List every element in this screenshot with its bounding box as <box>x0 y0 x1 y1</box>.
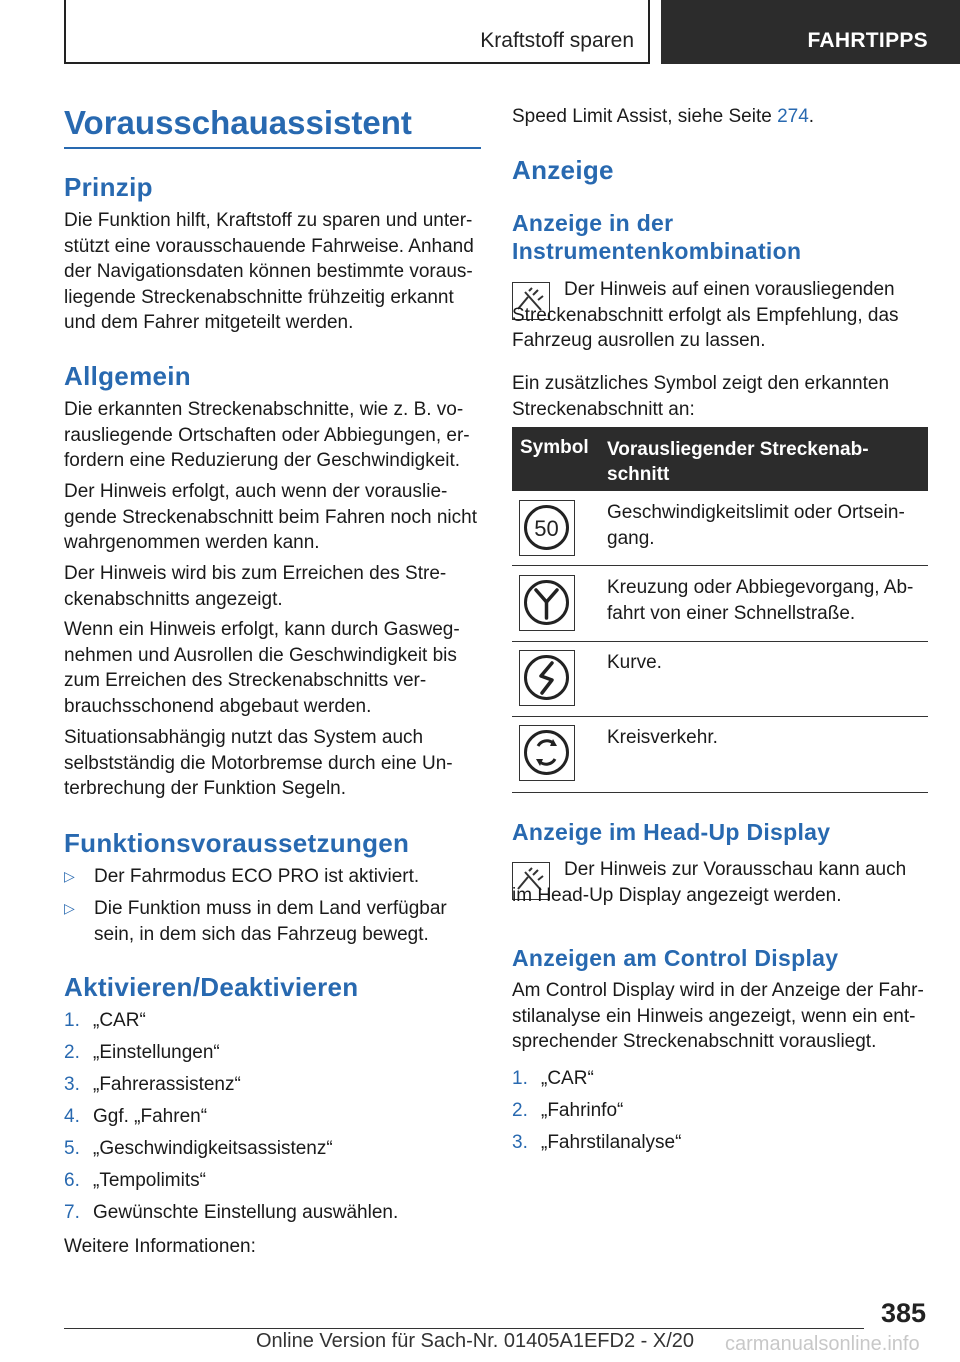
online-version-text: Online Version für Sach-Nr. 01405A1EFD2 - X/20 <box>256 1330 695 1352</box>
list-item <box>64 896 484 948</box>
table-cell-text: Kreuzung oder Abbiegevorgang, Ab-fahrt von einer Schnellstraße. <box>607 577 914 624</box>
hud-text: Der Hinweis zur Vorausschau kann auch im Head-Up Display angezeigt werden. <box>512 859 907 906</box>
step-text: Gewünschte Einstellung auswählen. <box>93 1202 399 1223</box>
step-text: „CAR“ <box>541 1068 594 1089</box>
heading-control-display: Anzeigen am Control Display <box>512 945 839 971</box>
list-item-text: Der Fahrmodus ECO PRO ist aktiviert. <box>94 866 420 887</box>
roundabout-icon <box>519 725 575 781</box>
list-item <box>64 864 484 890</box>
table-row-divider <box>512 792 928 793</box>
bullet-marker-icon: ▷ <box>64 900 75 916</box>
chapter-tab-label: FAHRTIPPS <box>807 29 928 52</box>
step-number: 5. <box>64 1138 80 1159</box>
section-title: Kraftstoff sparen <box>480 29 634 52</box>
page-title: Vorausschauassistent <box>64 104 412 141</box>
bullet-marker-icon: ▷ <box>64 868 75 884</box>
step-number: 6. <box>64 1170 80 1191</box>
table-header <box>512 427 928 491</box>
watermark: carmanualsonline.info <box>725 1333 920 1355</box>
step-number: 7. <box>64 1202 80 1223</box>
footer-rule <box>64 1328 864 1329</box>
table-cell-text: Kreisverkehr. <box>607 727 718 748</box>
allgemein-paragraph: Die erkannten Streckenabschnitte, wie z. B. vo-rausliegende Ortschaften oder Abbiegungen, er-fordern eine Reduzierung der Geschwindigkeit. <box>64 399 470 471</box>
junction-icon <box>519 575 575 631</box>
list-item-text: Die Funktion muss in dem Land verfügbar sein, in dem sich das Fahrzeug bewegt. <box>94 898 447 945</box>
instrument-hint: Der Hinweis auf einen vorausliegenden Streckenabschnitt erfolgt als Empfehlung, das Fahrzeug ausrollen zu lassen. <box>512 279 899 351</box>
speed-limit-ref <box>512 104 928 130</box>
heading-line: Anzeige in der <box>512 210 674 236</box>
allgemein-paragraph: Wenn ein Hinweis erfolgt, kann durch Gasweg-nehmen und Ausrollen die Geschwindigkeit bis zum Erreichen des Streckenabschnitts ver-brauchsschonend abgebaut werden. <box>64 619 460 717</box>
step-number: 2. <box>64 1042 80 1063</box>
step-number: 3. <box>64 1074 80 1095</box>
table-row-divider <box>512 716 928 717</box>
curve-icon <box>519 650 575 706</box>
table-header-symbol: Symbol <box>520 437 589 458</box>
page-link[interactable]: 274 <box>777 106 809 127</box>
page-number: 385 <box>880 1298 926 1328</box>
step-text: „Einstellungen“ <box>93 1042 220 1063</box>
heading-aktivieren: Aktivieren/Deaktivieren <box>64 972 359 1002</box>
more-info-text: Weitere Informationen: <box>64 1236 256 1257</box>
step-text: „Fahrerassistenz“ <box>93 1074 241 1095</box>
table-header-section: Vorausliegender Streckenab-schnitt <box>607 439 869 485</box>
heading-allgemein: Allgemein <box>64 361 191 391</box>
allgemein-paragraph: Der Hinweis wird bis zum Erreichen des Stre-ckenabschnitts angezeigt. <box>64 563 447 610</box>
speed-sign-text: 50 <box>534 516 559 541</box>
table-cell-text: Kurve. <box>607 652 662 673</box>
heading-line: Instrumentenkombination <box>512 238 802 264</box>
heading-prinzip: Prinzip <box>64 172 153 202</box>
step-number: 4. <box>64 1106 80 1127</box>
step-number: 1. <box>512 1068 528 1089</box>
step-number: 1. <box>64 1010 80 1031</box>
speed-limit-50-icon <box>519 500 575 556</box>
table-row-divider <box>512 565 928 566</box>
heading-anzeige-instrument <box>512 209 801 265</box>
step-text: „Fahrstilanalyse“ <box>541 1132 682 1153</box>
heading-anzeige: Anzeige <box>512 155 614 185</box>
step-number: 3. <box>512 1132 528 1153</box>
instrument-extra: Ein zusätzliches Symbol zeigt den erkannten Streckenabschnitt an: <box>512 373 890 420</box>
prinzip-text: Die Funktion hilft, Kraftstoff zu sparen und unter-stützt eine vorausschauende Fahrweise. Anhand der Navigationsdaten können bestimmte voraus-liegende Streckenabschnitte frühzeitig erkannt und dem Fahrer mitgeteilt werden. <box>64 210 474 333</box>
allgemein-paragraph: Der Hinweis erfolgt, auch wenn der vorauslie-gende Streckenabschnitt beim Fahren noch nicht wahrgenommen werden kann. <box>64 481 477 553</box>
control-display-text: Am Control Display wird in der Anzeige der Fahr-stilanalyse ein Hinweis angezeigt, wenn ein ent-sprechender Streckenabschnitt vorausliegt. <box>512 980 924 1052</box>
step-number: 2. <box>512 1100 528 1121</box>
step-text: „Geschwindigkeitsassistenz“ <box>93 1138 333 1159</box>
chapter-tab <box>661 0 960 64</box>
speed-limit-suffix: . <box>808 106 815 127</box>
step-text: „CAR“ <box>93 1010 146 1031</box>
step-text: „Fahrinfo“ <box>541 1100 624 1121</box>
title-rule <box>64 147 481 149</box>
step-text: „Tempolimits“ <box>93 1170 206 1191</box>
allgemein-paragraph: Situationsabhängig nutzt das System auch selbstständig die Motorbremse durch eine Un-terbrechung der Funktion Segeln. <box>64 727 453 799</box>
heading-funktionsvoraussetzungen: Funktionsvoraussetzungen <box>64 828 410 858</box>
speed-limit-prefix: Speed Limit Assist, siehe Seite <box>512 106 778 127</box>
heading-anzeige-hud: Anzeige im Head-Up Display <box>512 819 831 845</box>
step-text: Ggf. „Fahren“ <box>93 1106 208 1127</box>
table-cell-text: Geschwindigkeitslimit oder Ortsein-gang. <box>607 502 905 549</box>
header-frame <box>64 0 650 64</box>
table-row-divider <box>512 641 928 642</box>
